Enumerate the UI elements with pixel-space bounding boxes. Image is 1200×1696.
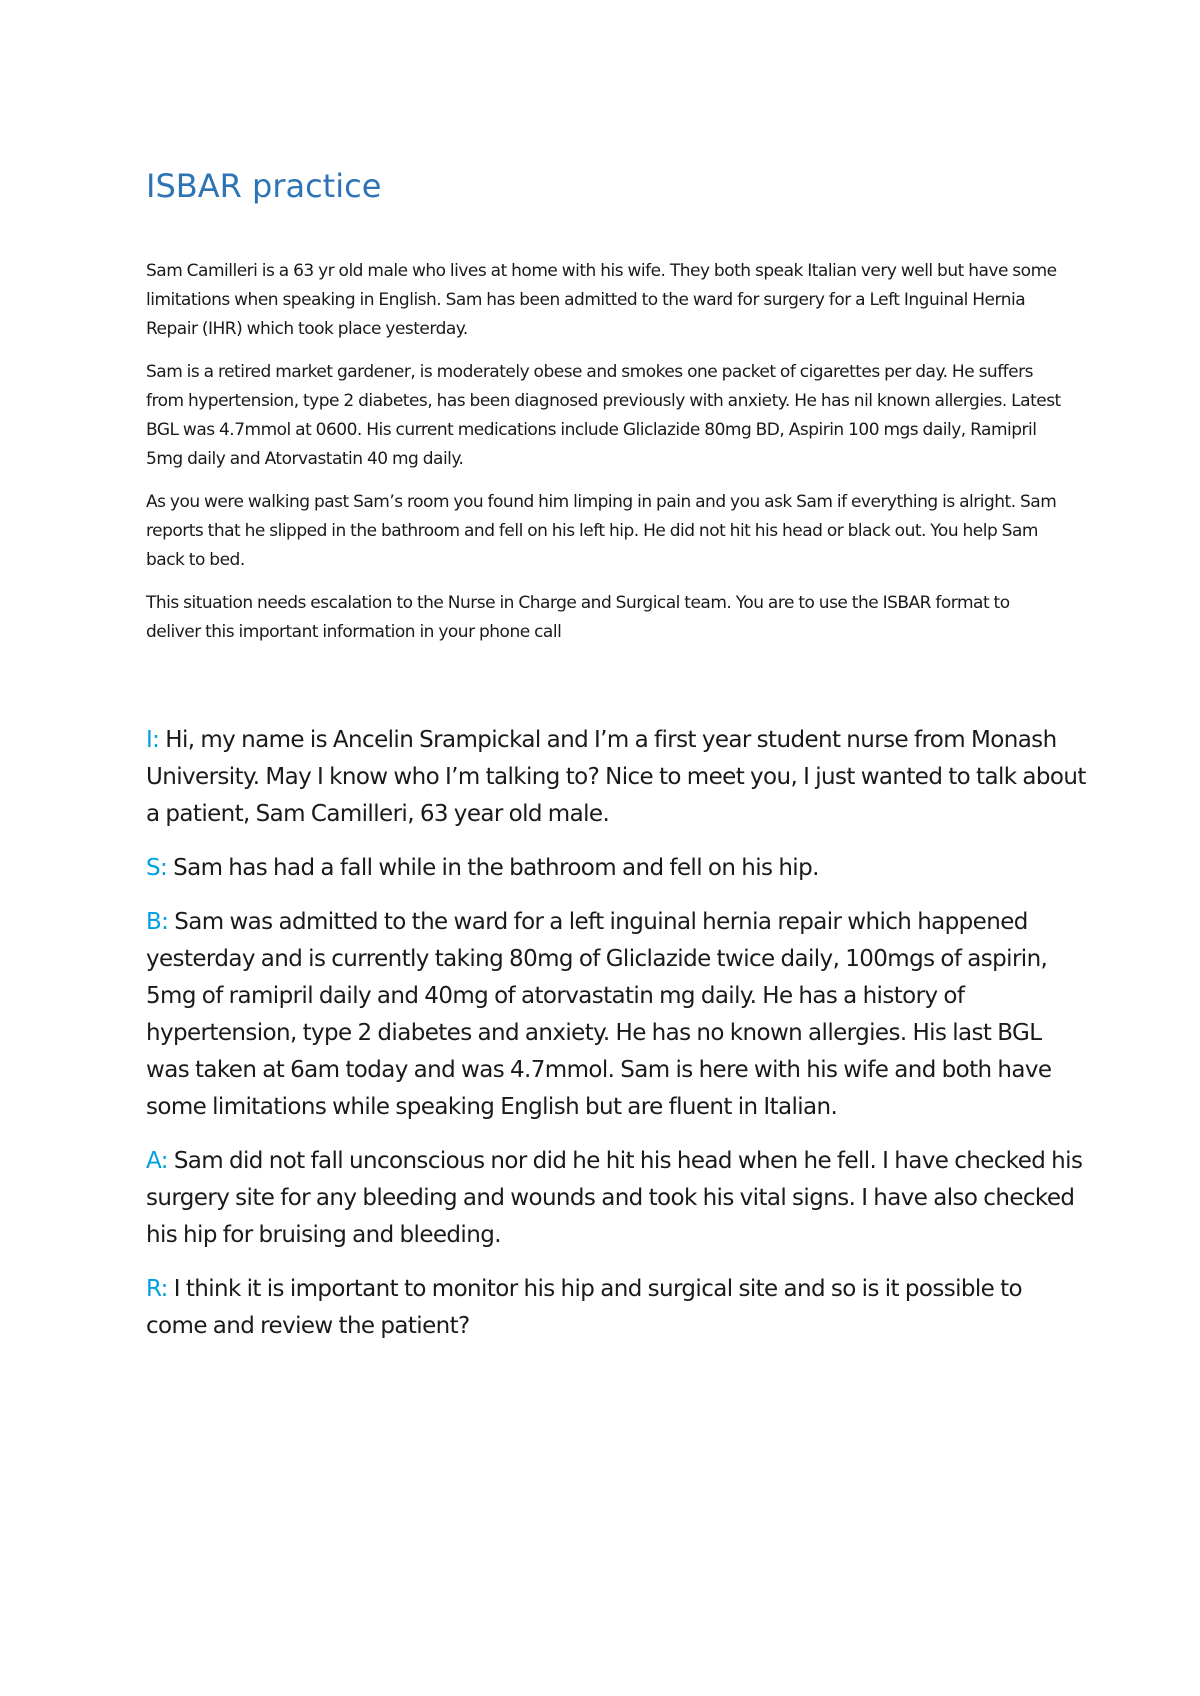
isbar-text-recommendation: I think it is important to monitor his hip and surgical site and so is it possible to come and review the patient? bbox=[146, 1276, 1023, 1339]
scenario-paragraph-incident: As you were walking past Sam’s room you found him limping in pain and you ask Sam if everything is alright. Sam reports that he slipped in the bathroom and fell on his left hip. He did not hit his head or black out. You help Sam back to bed. bbox=[146, 492, 1057, 570]
scenario-paragraph-history: Sam is a retired market gardener, is moderately obese and smokes one packet of cigarettes per day. He suffers from hypertension, type 2 diabetes, has been diagnosed previously with anxiety. He has nil known allergies. Latest BGL was 4.7mmol at 0600. His current medications include Gliclazide 80mg BD, Aspirin 100 mgs daily, Ramipril 5mg daily and Atorvastatin 40 mg daily. bbox=[146, 362, 1061, 469]
scenario-section bbox=[146, 257, 1066, 661]
isbar-situation bbox=[146, 850, 1086, 887]
isbar-key-assessment: A: bbox=[146, 1148, 168, 1174]
isbar-key-identify: I: bbox=[146, 727, 160, 753]
isbar-key-recommendation: R: bbox=[146, 1276, 168, 1302]
isbar-text-assessment: Sam did not fall unconscious nor did he hit his head when he fell. I have checked his surgery site for any bleeding and wounds and took his vital signs. I have also checked his hip for bruising and bleeding. bbox=[146, 1148, 1083, 1248]
isbar-background bbox=[146, 904, 1086, 1126]
isbar-text-situation: Sam has had a fall while in the bathroom and fell on his hip. bbox=[173, 855, 819, 881]
isbar-key-background: B: bbox=[146, 909, 169, 935]
isbar-text-background: Sam was admitted to the ward for a left inguinal hernia repair which happened yesterday and is currently taking 80mg of Gliclazide twice daily, 100mgs of aspirin, 5mg of ramipril daily and 40mg of atorvastatin mg daily. He has a history of hypertension, type 2 diabetes and anxiety. He has no known allergies. His last BGL was taken at 6am today and was 4.7mmol. Sam is here with his wife and both have some limitations while speaking English but are fluent in Italian. bbox=[146, 909, 1052, 1120]
isbar-assessment bbox=[146, 1143, 1086, 1254]
scenario-paragraph-task: This situation needs escalation to the Nurse in Charge and Surgical team. You are to use the ISBAR format to deliver this important information in your phone call bbox=[146, 593, 1010, 642]
isbar-recommendation bbox=[146, 1271, 1086, 1345]
isbar-text-identify: Hi, my name is Ancelin Srampickal and I’m a first year student nurse from Monash University. May I know who I’m talking to? Nice to meet you, I just wanted to talk about a patient, Sam Camilleri, 63 year old male. bbox=[146, 727, 1086, 827]
isbar-identify bbox=[146, 722, 1086, 833]
isbar-key-situation: S: bbox=[146, 855, 168, 881]
scenario-paragraph-patient: Sam Camilleri is a 63 yr old male who lives at home with his wife. They both speak Italian very well but have some limitations when speaking in English. Sam has been admitted to the ward for surgery for a Left Inguinal Hernia Repair (IHR) which took place yesterday. bbox=[146, 261, 1057, 339]
isbar-response-section bbox=[146, 722, 1086, 1362]
document-title: ISBAR practice bbox=[146, 167, 382, 205]
